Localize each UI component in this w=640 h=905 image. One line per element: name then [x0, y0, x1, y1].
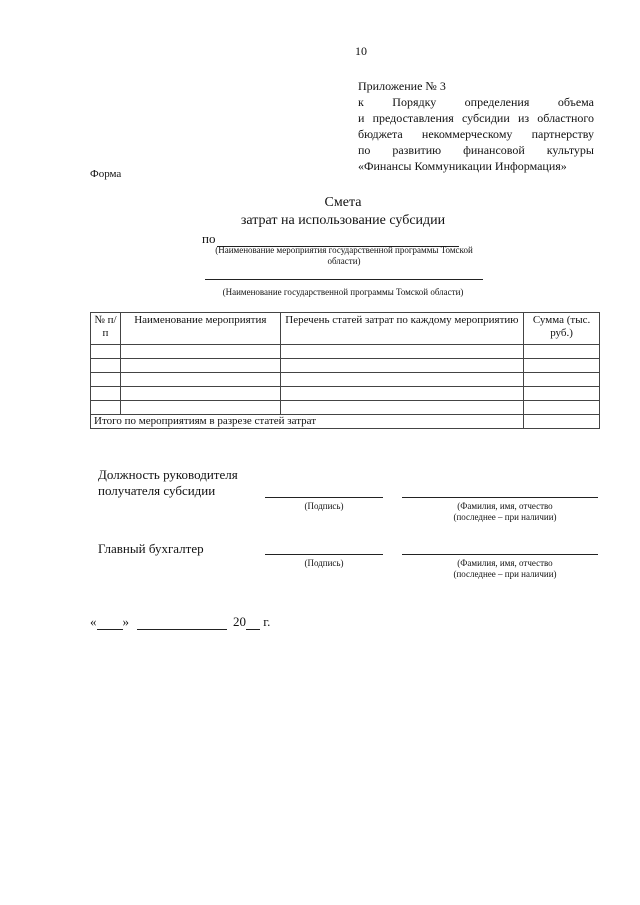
table-cell[interactable] — [524, 387, 600, 401]
program-hint: (Наименование государственной программы Томской области) — [222, 287, 464, 297]
title: Смета — [324, 195, 362, 210]
subtitle: затрат на использование субсидии — [240, 213, 446, 228]
accountant-signature-line[interactable] — [265, 554, 383, 555]
date-open-quote: « — [90, 614, 97, 629]
appendix-line: бюджета некоммерческому партнерству — [358, 127, 594, 141]
program-blank — [205, 279, 483, 280]
document-title — [0, 194, 640, 230]
table-cell[interactable] — [524, 345, 600, 359]
po-prefix: по — [202, 231, 216, 246]
table-cell[interactable] — [91, 345, 121, 359]
appendix-organization: «Финансы Коммуникации Информация» — [358, 159, 567, 173]
page-number: 10 — [355, 44, 367, 58]
table-row — [91, 345, 600, 359]
name-caption-line2: (последнее – при наличии) — [453, 512, 557, 522]
table-cell[interactable] — [280, 401, 523, 415]
table-cell[interactable] — [524, 359, 600, 373]
table-cell[interactable] — [91, 401, 121, 415]
table-total-row — [91, 415, 600, 429]
head-position-label — [98, 467, 238, 499]
head-name-line[interactable] — [402, 497, 598, 498]
total-value[interactable] — [524, 415, 600, 429]
head-label-line2: получателя субсидии — [98, 483, 216, 498]
column-header-cost-items: Перечень статей затрат по каждому мероприятию — [280, 313, 523, 345]
table-cell[interactable] — [120, 387, 280, 401]
date-line — [90, 614, 270, 630]
table-cell[interactable] — [280, 359, 523, 373]
table-row — [91, 387, 600, 401]
appendix-header — [358, 78, 594, 174]
date-month-blank[interactable] — [137, 617, 227, 630]
table-cell[interactable] — [91, 359, 121, 373]
table-cell[interactable] — [120, 401, 280, 415]
accountant-name-line[interactable] — [402, 554, 598, 555]
date-close-quote: » — [122, 614, 129, 629]
total-label: Итого по мероприятиям в разрезе статей затрат — [91, 415, 524, 429]
table-cell[interactable] — [91, 387, 121, 401]
table-header-row — [91, 313, 600, 345]
head-signature-caption: (Подпись) — [304, 501, 344, 511]
event-hint: (Наименование мероприятия государственной программы Томской области) — [215, 245, 473, 266]
name-caption-line1: (Фамилия, имя, отчество — [457, 558, 553, 568]
date-year-blank[interactable] — [246, 617, 260, 630]
date-day-blank[interactable] — [97, 617, 123, 630]
appendix-title: Приложение № 3 — [358, 79, 446, 93]
column-header-number: № п/п — [91, 313, 121, 345]
column-header-amount: Сумма (тыс. руб.) — [524, 313, 600, 345]
name-caption-line2: (последнее – при наличии) — [453, 569, 557, 579]
accountant-name-caption — [420, 558, 590, 580]
date-year-suffix: г. — [260, 614, 271, 629]
head-signature-line[interactable] — [265, 497, 383, 498]
date-year-prefix: 20 — [233, 614, 246, 629]
table-cell[interactable] — [91, 373, 121, 387]
appendix-line: и предоставления субсидии из областного — [358, 111, 594, 125]
table-cell[interactable] — [524, 373, 600, 387]
table-cell[interactable] — [120, 345, 280, 359]
name-caption-line1: (Фамилия, имя, отчество — [457, 501, 553, 511]
appendix-line: к Порядку определения объема — [358, 95, 594, 109]
table-cell[interactable] — [524, 401, 600, 415]
table-cell[interactable] — [280, 373, 523, 387]
table-cell[interactable] — [120, 373, 280, 387]
table-cell[interactable] — [280, 345, 523, 359]
table-row — [91, 401, 600, 415]
head-name-caption — [420, 501, 590, 523]
column-header-event: Наименование мероприятия — [120, 313, 280, 345]
head-label-line1: Должность руководителя — [98, 467, 238, 482]
table-cell[interactable] — [120, 359, 280, 373]
estimate-table — [90, 312, 600, 429]
table-row — [91, 373, 600, 387]
table-cell[interactable] — [280, 387, 523, 401]
appendix-line: по развитию финансовой культуры — [358, 143, 594, 157]
accountant-signature-caption: (Подпись) — [304, 558, 344, 568]
form-label: Форма — [90, 168, 122, 180]
accountant-label: Главный бухгалтер — [98, 541, 204, 556]
table-row — [91, 359, 600, 373]
